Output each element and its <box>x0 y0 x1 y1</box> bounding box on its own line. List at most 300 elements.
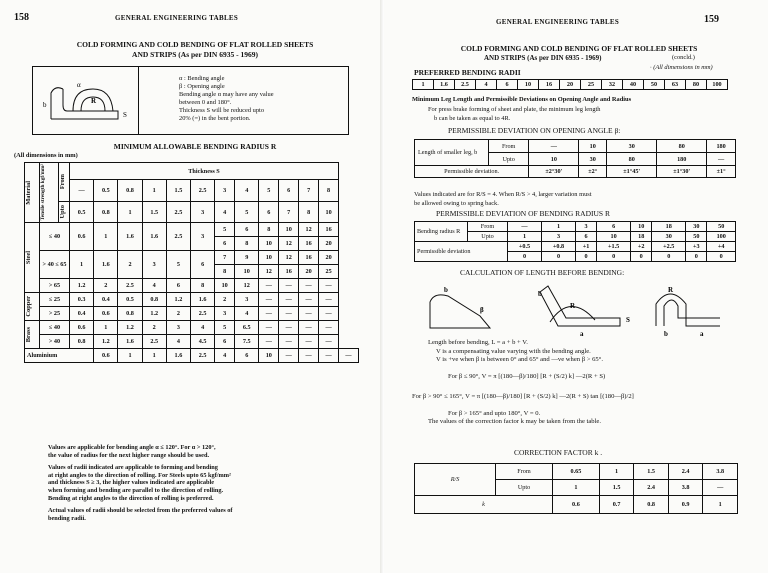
radius-value-cell: 6 <box>497 80 518 90</box>
dev-cell: 180 <box>707 140 736 153</box>
rad-cell: 100 <box>707 232 736 242</box>
thickness-from-cell: 1.5 <box>166 180 190 202</box>
note-line: Values are applicable for bending angle α ≤ 120°. For α > 120°, <box>48 444 216 451</box>
radius-cell: 1 <box>70 251 94 279</box>
radius-cell: 1 <box>94 223 118 251</box>
legend-line: β : Opening angle <box>179 83 225 90</box>
radius-cell: 10 <box>215 279 235 293</box>
radius-value-cell: 16 <box>539 80 560 90</box>
radius-value-cell: 1.6 <box>434 80 455 90</box>
rad-from: From <box>468 222 508 232</box>
radius-cell: — <box>299 279 319 293</box>
dev-upto: Upto <box>489 153 529 166</box>
thickness-from-cell: 1 <box>142 180 166 202</box>
rad-cell: 30 <box>652 232 686 242</box>
dev-cell: 10 <box>529 153 579 166</box>
radius-cell: — <box>299 307 319 321</box>
radius-cell: 1 <box>94 321 118 335</box>
material-label: Copper <box>25 296 32 317</box>
contd-label: (concld.) <box>672 54 695 61</box>
rad-cell: 3 <box>575 222 596 232</box>
radius-cell: 2.5 <box>142 335 166 349</box>
thickness-upto-cell: 8 <box>299 202 319 223</box>
radius-cell: 1 <box>142 349 166 363</box>
legend-line: Thickness S will be reduced upto <box>179 107 265 114</box>
cf-upto: Upto <box>496 480 553 496</box>
rad-title: PERMISSIBLE DEVIATION OF BENDING RADIUS R <box>436 209 610 218</box>
cf-title: CORRECTION FACTOR k . <box>514 448 603 457</box>
radius-cell: 8 <box>215 265 235 279</box>
svg-text:b: b <box>538 290 542 298</box>
thickness-upto-cell: 1 <box>118 202 142 223</box>
cf-cell: 2.4 <box>634 480 669 496</box>
radius-cell: — <box>319 279 339 293</box>
radius-cell: — <box>319 307 339 321</box>
right-page-number: 159 <box>704 14 719 25</box>
radius-cell: 0.8 <box>142 293 166 307</box>
cf-cell: 1 <box>553 480 600 496</box>
dev-cell: ±1° <box>707 166 736 178</box>
hdr-from: From <box>59 163 70 202</box>
left-notes <box>48 444 358 522</box>
tensile-cell: > 40 ≤ 65 <box>40 251 70 279</box>
radius-cell: 3 <box>142 251 166 279</box>
radius-cell: 0.6 <box>70 321 94 335</box>
hdr-material: Material <box>25 163 40 223</box>
radius-cell: 20 <box>319 237 339 251</box>
radius-cell: 6 <box>215 237 235 251</box>
radius-cell: 9 <box>235 251 259 265</box>
radius-cell: 12 <box>235 279 259 293</box>
radius-cell: 0.3 <box>70 293 94 307</box>
radius-cell: 12 <box>279 251 299 265</box>
radius-cell: 1.6 <box>142 223 166 251</box>
radius-cell: 20 <box>319 251 339 265</box>
thickness-upto-cell: 3 <box>191 202 215 223</box>
dev-note1: Values indicated are for R/S = 4. When R/S > 4, larger variation must <box>414 191 592 198</box>
radius-cell: 10 <box>259 237 279 251</box>
cf-k: k <box>415 496 553 514</box>
radius-table-units: (All dimensions in mm) <box>14 152 78 159</box>
rad-cell: +2 <box>631 242 652 252</box>
rad-cell: 10 <box>597 232 631 242</box>
radius-cell: — <box>299 293 319 307</box>
radius-cell: 10 <box>235 265 259 279</box>
preferred-radii-table <box>412 79 728 90</box>
bend-figure-box <box>32 66 349 135</box>
rad-cell: 0 <box>597 252 631 262</box>
opening-angle-table <box>414 139 736 178</box>
calc-line: V is +ve when β is between 0° and 65° and —ve when β > 65°. <box>436 356 603 363</box>
hdr-upto: Upto <box>59 202 70 223</box>
note-line: and thickness S ≥ 3, the higher values indicated are applicable <box>48 479 215 487</box>
radius-cell: 2.5 <box>118 279 142 293</box>
radius-cell: 1.2 <box>94 335 118 349</box>
calc-line: For β > 165° and upto 180°, V = 0. <box>448 409 541 417</box>
thickness-upto-cell: 4 <box>215 202 235 223</box>
rad-cell: +3 <box>686 242 707 252</box>
radii-title: PREFERRED BENDING RADII <box>414 68 521 77</box>
note-line: when forming and bending are parallel to the direction of rolling. <box>48 486 224 494</box>
legend-line: between 0 and 180°. <box>179 99 232 106</box>
radius-cell: 20 <box>299 265 319 279</box>
cf-cell: 2.4 <box>668 464 703 480</box>
note-line: bending radii. <box>48 514 86 522</box>
rad-cell: 50 <box>686 232 707 242</box>
bending-radius-dev-table <box>414 221 736 262</box>
cf-cell: 0.8 <box>634 496 669 514</box>
rad-cell: 0 <box>652 252 686 262</box>
tensile-cell: > 65 <box>40 279 70 293</box>
rad-cell: 1 <box>541 222 575 232</box>
dev-cell: ±1°30' <box>657 166 707 178</box>
radius-cell: 3 <box>215 307 235 321</box>
radius-cell: 2 <box>215 293 235 307</box>
note-line: Actual values of radii should be selected from the preferred values of <box>48 507 233 515</box>
dev-title: PERMISSIBLE DEVIATION ON OPENING ANGLE β: <box>448 126 621 135</box>
radius-cell: 6 <box>235 349 259 363</box>
rad-cell: 0 <box>707 252 736 262</box>
radius-cell: 0.4 <box>94 293 118 307</box>
svg-text:a: a <box>700 330 704 338</box>
radius-value-cell: 2.5 <box>455 80 476 90</box>
radius-cell: 12 <box>299 223 319 237</box>
dev-cell: ±1°45' <box>607 166 657 178</box>
radius-cell: 5 <box>166 251 190 279</box>
dev-cell: ±2°30' <box>529 166 579 178</box>
svg-text:β: β <box>480 306 484 314</box>
note-line: Bending at right angles to the direction of rolling is preferred. <box>48 494 214 502</box>
radius-cell: 10 <box>279 223 299 237</box>
units-label: · (All dimensions in mm) <box>650 64 713 71</box>
radius-cell: 2.5 <box>191 307 215 321</box>
radius-cell: 10 <box>259 349 279 363</box>
minleg-line2: b can be taken as equal to 4R. <box>434 115 511 122</box>
radius-cell: 4 <box>142 279 166 293</box>
radius-cell: 6 <box>215 335 235 349</box>
correction-factor-table <box>414 463 738 514</box>
radius-cell: — <box>259 321 279 335</box>
tensile-cell: ≤ 40 <box>40 223 70 251</box>
radius-cell: 3 <box>166 321 190 335</box>
note-line: the value of radius for the next higher range should be used. <box>48 451 210 459</box>
radius-value-cell: 20 <box>560 80 581 90</box>
material-cell <box>25 223 40 293</box>
radius-cell: 16 <box>279 265 299 279</box>
thickness-from-cell: 4 <box>235 180 259 202</box>
radius-cell: 1.6 <box>166 349 190 363</box>
radius-cell: — <box>259 307 279 321</box>
dev-cell: ±2° <box>579 166 607 178</box>
radius-cell: 2 <box>118 251 142 279</box>
radius-cell: — <box>259 293 279 307</box>
radius-cell: 1.2 <box>166 293 190 307</box>
radius-cell: — <box>319 335 339 349</box>
radius-cell: 4.5 <box>191 335 215 349</box>
radius-cell: — <box>319 321 339 335</box>
svg-text:S: S <box>626 316 630 324</box>
rad-cell: 0 <box>575 252 596 262</box>
bend-length-diagrams <box>420 282 730 338</box>
bend-diagram <box>33 67 139 134</box>
calc-block <box>412 339 758 427</box>
radius-cell: 6 <box>166 279 190 293</box>
calc-line: The values of the correction factor k may be taken from the table. <box>428 418 602 425</box>
radius-value-cell: 25 <box>581 80 602 90</box>
dev-cell: 10 <box>579 140 607 153</box>
svg-text:S: S <box>123 111 127 119</box>
radius-cell: 12 <box>259 265 279 279</box>
cf-cell: 0.7 <box>599 496 634 514</box>
radius-cell: 2 <box>94 279 118 293</box>
radius-cell: 5 <box>215 321 235 335</box>
right-subtitle: AND STRIPS (As per DIN 6935 - 1969) <box>484 54 602 62</box>
hdr-tensile: Tensile strength kgf/mm² <box>40 163 59 223</box>
radius-cell: 0.6 <box>94 307 118 321</box>
cf-cell: 1 <box>703 496 738 514</box>
radius-cell: 4 <box>191 321 215 335</box>
radius-cell: — <box>319 293 339 307</box>
rad-cell: 0 <box>541 252 575 262</box>
cf-cell: 0.9 <box>668 496 703 514</box>
note-line: Values of radii indicated are applicable to forming and bending <box>48 464 218 472</box>
radius-value-cell: 63 <box>665 80 686 90</box>
calc-line: For β > 90° ≤ 165°, V = π [(180—β)/180] [R + (S/2) k] —2(R + S) tan [(180—β)/2] <box>412 393 634 400</box>
radius-cell: 0.4 <box>70 307 94 321</box>
thickness-upto-cell: 10 <box>319 202 339 223</box>
svg-text:R: R <box>570 302 576 310</box>
radius-cell: — <box>339 349 359 363</box>
radius-cell: — <box>279 293 299 307</box>
svg-text:b: b <box>664 330 668 338</box>
left-running-head: GENERAL ENGINEERING TABLES <box>115 14 239 22</box>
radius-value-cell: 100 <box>707 80 728 90</box>
tensile-cell: ≤ 40 <box>40 321 70 335</box>
radius-cell: 8 <box>235 237 259 251</box>
radius-cell: 0.6 <box>94 349 118 363</box>
radius-cell: — <box>279 335 299 349</box>
radius-cell: — <box>279 307 299 321</box>
radius-cell: — <box>259 279 279 293</box>
minleg-title: Minimum Leg Length and Permissible Deviations on Opening Angle and Radius <box>412 96 632 103</box>
rad-cell: +1 <box>575 242 596 252</box>
radius-cell: 1.6 <box>118 335 142 349</box>
radius-value-cell: 50 <box>644 80 665 90</box>
rad-cell: 18 <box>631 232 652 242</box>
thickness-upto-cell: 7 <box>279 202 299 223</box>
material-label: Brass <box>25 326 32 343</box>
dev-cell: — <box>529 140 579 153</box>
rad-perm: Permissible deviation <box>415 242 508 262</box>
rad-upto: Upto <box>468 232 508 242</box>
radius-cell: 1.6 <box>191 293 215 307</box>
cf-cell: 3.8 <box>668 480 703 496</box>
dev-from: From <box>489 140 529 153</box>
legend-line: 20% (=) in the bent portion. <box>179 115 251 122</box>
svg-text:R: R <box>668 286 674 294</box>
dev-cell: 80 <box>607 153 657 166</box>
radius-cell: — <box>319 349 339 363</box>
thickness-upto-cell: 0.8 <box>94 202 118 223</box>
cf-from: From <box>496 464 553 480</box>
thickness-from-cell: 5 <box>259 180 279 202</box>
cf-cell: 3.8 <box>703 464 738 480</box>
tensile-cell: > 40 <box>40 335 70 349</box>
rad-cell: — <box>507 222 541 232</box>
thickness-upto-cell: 5 <box>235 202 259 223</box>
radius-cell: 1.6 <box>118 223 142 251</box>
radius-cell: — <box>299 349 319 363</box>
dev-perm: Permissible deviation. <box>415 166 529 178</box>
radius-cell: 10 <box>259 251 279 265</box>
calc-line: Length before bending, L = a + b + V. <box>428 339 528 346</box>
radius-cell: 16 <box>319 223 339 237</box>
radius-cell: 0.6 <box>70 223 94 251</box>
radius-value-cell: 80 <box>686 80 707 90</box>
thickness-from-cell: 7 <box>299 180 319 202</box>
rad-cell: +2.5 <box>652 242 686 252</box>
radius-value-cell: 32 <box>602 80 623 90</box>
radius-cell: 6 <box>191 251 215 279</box>
radius-cell: 0.8 <box>118 307 142 321</box>
radius-cell: 16 <box>299 251 319 265</box>
radius-cell: 1 <box>118 349 142 363</box>
radius-cell: — <box>259 335 279 349</box>
radius-cell: 2.5 <box>166 223 190 251</box>
svg-text:a: a <box>580 330 584 338</box>
radius-table-title: MINIMUM ALLOWABLE BENDING RADIUS R <box>113 142 277 151</box>
thickness-from-cell: 2.5 <box>191 180 215 202</box>
right-title: COLD FORMING AND COLD BENDING OF FLAT ROLLED SHEETS <box>460 44 698 53</box>
radius-cell: — <box>299 335 319 349</box>
tensile-cell: ≤ 25 <box>40 293 70 307</box>
thickness-upto-cell: 2.5 <box>166 202 190 223</box>
radius-cell: 6 <box>235 223 259 237</box>
radius-value-cell: 10 <box>518 80 539 90</box>
tensile-cell: > 25 <box>40 307 70 321</box>
radius-cell: 25 <box>319 265 339 279</box>
radius-cell: — <box>279 321 299 335</box>
radius-cell: 1.2 <box>118 321 142 335</box>
rad-cell: 6 <box>597 222 631 232</box>
rad-cell: +1.5 <box>597 242 631 252</box>
radius-cell: 16 <box>299 237 319 251</box>
radius-cell: 4 <box>166 335 190 349</box>
calc-title: CALCULATION OF LENGTH BEFORE BENDING: <box>460 268 625 277</box>
rad-cell: 0 <box>507 252 541 262</box>
cf-cell: 0.65 <box>553 464 600 480</box>
cf-rs: R/S <box>415 464 496 496</box>
right-page <box>384 0 768 573</box>
aluminium-label: Aluminium <box>25 349 94 363</box>
radius-cell: 2.5 <box>191 349 215 363</box>
thickness-from-cell: 8 <box>319 180 339 202</box>
radius-value-cell: 4 <box>476 80 497 90</box>
radius-cell: 1.6 <box>94 251 118 279</box>
thickness-from-cell: 6 <box>279 180 299 202</box>
rad-cell: 3 <box>541 232 575 242</box>
radius-cell: — <box>299 321 319 335</box>
radius-cell: 1.2 <box>142 307 166 321</box>
dev-cell: 80 <box>657 140 707 153</box>
bend-legend <box>179 75 344 123</box>
thickness-upto-cell: 6 <box>259 202 279 223</box>
thickness-from-cell: 3 <box>215 180 235 202</box>
dev-cell: — <box>707 153 736 166</box>
rad-cell: 0 <box>686 252 707 262</box>
rad-cell: 18 <box>652 222 686 232</box>
radius-cell: 5 <box>215 223 235 237</box>
radius-cell: — <box>279 279 299 293</box>
radius-cell: 3 <box>235 293 259 307</box>
radius-cell: 7.5 <box>235 335 259 349</box>
rad-cell: +4 <box>707 242 736 252</box>
cf-cell: 0.6 <box>553 496 600 514</box>
rad-cell: 30 <box>686 222 707 232</box>
rad-cell: +0.5 <box>507 242 541 252</box>
rad-cell: +0.8 <box>541 242 575 252</box>
right-running-head: GENERAL ENGINEERING TABLES <box>496 18 620 26</box>
min-bending-radius-table <box>24 162 359 363</box>
left-title: COLD FORMING AND COLD BENDING OF FLAT ROLLED SHEETS <box>76 40 314 49</box>
radius-cell: 12 <box>279 237 299 251</box>
dev-note2: be allowed owing to spring back. <box>414 200 499 207</box>
rad-cell: 6 <box>575 232 596 242</box>
rad-cell: 50 <box>707 222 736 232</box>
left-page-number: 158 <box>14 12 29 23</box>
radius-value-cell: 40 <box>623 80 644 90</box>
radius-value-cell: 1 <box>413 80 434 90</box>
thickness-upto-cell: 1.5 <box>142 202 166 223</box>
rad-cell: 0 <box>631 252 652 262</box>
material-label: Steel <box>25 250 32 265</box>
cf-cell: 1.5 <box>599 480 634 496</box>
radius-cell: 0.5 <box>118 293 142 307</box>
calc-line: For β ≤ 90°, V = π [(180—β)/180] [R + (S/2) k] —2(R + S) <box>448 372 606 380</box>
svg-text:b: b <box>444 286 448 294</box>
svg-text:b: b <box>43 101 47 109</box>
minleg-line1: For press brake forming of sheet and plate, the minimum leg length <box>428 106 601 113</box>
thickness-upto-cell: 0.5 <box>70 202 94 223</box>
material-cell <box>25 321 40 349</box>
radius-cell: 0.8 <box>70 335 94 349</box>
cf-cell: 1 <box>599 464 634 480</box>
radius-cell: 1.2 <box>70 279 94 293</box>
legend-line: α : Bending angle <box>179 75 225 82</box>
radius-cell: 4 <box>215 349 235 363</box>
radius-cell: 2 <box>166 307 190 321</box>
radius-cell: 6.5 <box>235 321 259 335</box>
rad-cell: 10 <box>631 222 652 232</box>
dev-cell: 180 <box>657 153 707 166</box>
thickness-from-cell: — <box>70 180 94 202</box>
dev-label: Length of smaller leg, b <box>415 140 489 166</box>
left-subtitle: AND STRIPS (As per DIN 6935 - 1969) <box>132 50 258 59</box>
radius-cell: 2 <box>142 321 166 335</box>
calc-line: V is a compensating value varying with the bending angle. <box>436 347 591 355</box>
cf-cell: — <box>703 480 738 496</box>
radius-cell: 4 <box>235 307 259 321</box>
radius-cell: 7 <box>215 251 235 265</box>
legend-line: Bending angle α may have any value <box>179 91 274 98</box>
rad-cell: 1 <box>507 232 541 242</box>
thickness-from-cell: 0.8 <box>118 180 142 202</box>
note-line: at right angles to the direction of rolling. For Steels upto 65 kgf/mm² <box>48 471 231 479</box>
rad-label: Bending radius R <box>415 222 468 242</box>
cf-cell: 1.5 <box>634 464 669 480</box>
radius-cell: — <box>279 349 299 363</box>
radius-cell: 3 <box>191 223 215 251</box>
